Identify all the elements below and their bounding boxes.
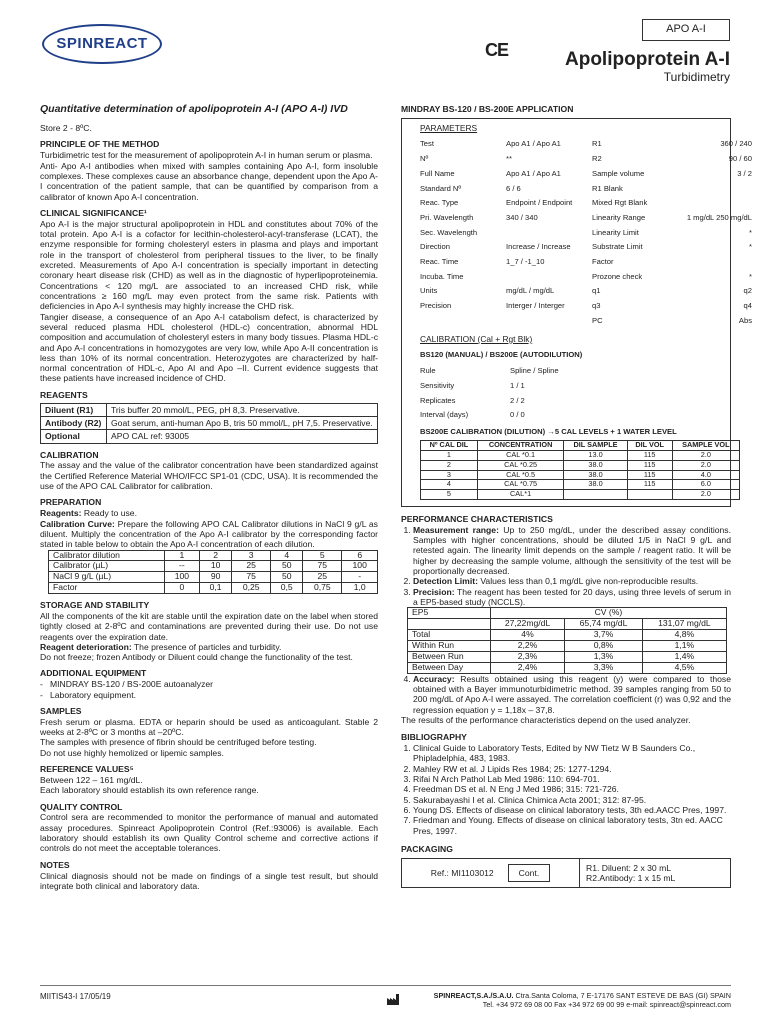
parameter-cell: 340 / 340 (506, 212, 538, 222)
parameter-cell: q2 (743, 286, 752, 296)
precision-table (407, 607, 727, 673)
table-cell: 2,4% (490, 662, 564, 673)
table-header-cell: DIL VOL (627, 441, 672, 451)
parameters-box (401, 118, 752, 507)
list-item: - Laboratory equipment. (40, 690, 378, 700)
parameter-cell: ** (506, 154, 512, 164)
table-cell: 4,8% (642, 630, 726, 641)
principle-text-2: Anti- Apo A-I antibodies when mixed with samples containing Apo A-I, form insoluble complexes. These complexes cause an absorbance change, dependent upon the Apo A-I concentration of the patient sample, that can be quantified by comparison from a calibrator of known Apo A-I concentration. (40, 160, 378, 202)
footer-divider (40, 985, 731, 986)
reagent-name: Diluent (R1) (41, 403, 107, 416)
parameter-cell: 1 mg/dL 250 mg/dL (686, 212, 752, 222)
list-item: 5. Sakurabayashi I et al. Clinica Chimica Acta 2001; 312: 87-95. (413, 795, 731, 805)
table-cell: 6 (342, 550, 378, 561)
deterioration (40, 642, 378, 652)
parameter-cell (420, 316, 502, 325)
packaging-r2: R2.Antibody: 1 x 15 mL (586, 873, 676, 884)
table-cell: 2,3% (490, 651, 564, 662)
table-row (41, 416, 378, 429)
table-cell: CAL *0.1 (477, 451, 564, 461)
table-cell: 4 (271, 550, 303, 561)
storage-note: Store 2 - 8ºC. (40, 123, 92, 134)
parameter-cell (652, 198, 752, 207)
reagent-desc: Goat serum, anti-human Apo B, tris 50 mmol/L, pH 7,5. Preservative. (107, 416, 378, 429)
bibliography-list (401, 743, 731, 836)
table-cell: - (342, 572, 378, 583)
calibration-cell: Sensitivity (420, 380, 455, 390)
ce-mark-icon: CE (485, 40, 509, 60)
perf-label: Accuracy: (413, 673, 455, 684)
parameter-cell: Substrate Limit (592, 242, 643, 252)
table-cell: 1,0 (342, 583, 378, 594)
calibration-text: The assay and the value of the calibrator concentration have been standardized against the Certified Reference Material WHO/IFCC SP1-01 (CDC, USA). It is recommended the use of the APO CAL Calibrator for calibration. (40, 460, 378, 492)
product-abbreviation: APO A-I (642, 19, 730, 41)
list-item (413, 674, 731, 715)
table-row (402, 858, 731, 888)
table-cell: Between Day (408, 662, 491, 673)
list-item: 3. Rifai N Arch Pathol Lab Med 1986: 110: 694-701. (413, 774, 731, 784)
clinical-heading: CLINICAL SIGNIFICANCE¹ (40, 207, 147, 218)
parameter-cell: Linearity Range (592, 212, 646, 222)
parameter-cell: Endpoint / Endpoint (506, 198, 573, 208)
levels-table (420, 440, 740, 500)
preparation-curve (40, 519, 378, 550)
table-row (421, 480, 740, 490)
reagent-name: Optional (41, 430, 107, 443)
table-cell: 115 (627, 470, 672, 480)
table-cell: 1 (421, 451, 478, 461)
parameter-cell: R2 (592, 154, 602, 164)
table-row (408, 640, 727, 651)
packaging-r1: R1. Diluent: 2 x 30 mL (586, 862, 672, 873)
parameter-cell: Apo A1 / Apo A1 (506, 168, 561, 178)
table-header-cell: SAMPLE VOL (672, 441, 739, 451)
performance-list (401, 525, 731, 608)
table-cell: 3,7% (565, 630, 643, 641)
table-cell: 13.0 (564, 451, 627, 461)
parameter-cell: Full Name (420, 168, 455, 178)
table-row (408, 619, 727, 630)
parameter-cell: PC (592, 315, 603, 325)
reagent-name: Antibody (R2) (41, 416, 107, 429)
prep-reagents-text: Ready to use. (81, 508, 137, 519)
performance-note: The results of the performance characteristics depend on the used analyzer. (401, 714, 691, 725)
table-cell: 2 (421, 460, 478, 470)
parameter-cell: Interger / Interger (506, 301, 565, 311)
table-cell: EP5 (408, 608, 491, 619)
manufacturer-icon (386, 992, 400, 1006)
perf-text: Values less than 0,1 mg/dL give non-reproducible results. (477, 576, 699, 587)
parameter-cell: Units (420, 286, 438, 296)
table-cell: 90 (200, 572, 232, 583)
table-cell (408, 619, 491, 630)
table-cell: CAL *0.5 (477, 470, 564, 480)
table-cell: 27,22mg/dL (490, 619, 564, 630)
principle-text-1: Turbidimetric test for the measurement of apolipoprotein A-I in human serum or plasma. (40, 150, 373, 161)
reference-heading: REFERENCE VALUES⁵ (40, 764, 134, 775)
table-cell: 0,5 (271, 583, 303, 594)
prep-reagents-label: Reagents: (40, 508, 82, 519)
parameter-cell (506, 272, 588, 281)
parameter-cell: Factor (592, 257, 614, 267)
product-title: Apolipoprotein A-I (565, 49, 730, 70)
equipment-list (40, 679, 378, 700)
reference-text-2: Each laboratory should establish its own reference range. (40, 785, 259, 796)
parameter-cell: Linearity Limit (592, 227, 639, 237)
table-cell: 0,75 (303, 583, 342, 594)
table-cell: 115 (627, 480, 672, 490)
deterioration-text: The presence of particles and turbidity. (131, 641, 282, 652)
footer-reference: MIITIS43-I 17/05/19 (40, 992, 111, 1001)
list-item (413, 525, 731, 577)
parameters-label: PARAMETERS (420, 123, 478, 134)
company-logo (42, 24, 162, 64)
storage-heading: STORAGE AND STABILITY (40, 600, 150, 610)
table-cell: 3 (232, 550, 271, 561)
table-cell: 0,8% (565, 640, 643, 651)
reagents-table (40, 403, 378, 444)
packaging-heading: PACKAGING (401, 843, 453, 854)
footer-company-line-2: Tel. +34 972 69 08 00 Fax +34 972 69 00 99 e-mail: spinreact@spinreact.com (482, 999, 731, 1009)
table-row (421, 460, 740, 470)
table-cell: 4 (421, 480, 478, 490)
parameter-cell: 1_7 / -1_10 (506, 257, 545, 267)
table-cell: 75 (232, 572, 271, 583)
clinical-text-1: Apo A-I is the major structural apolipoprotein in HDL and constitutes about 70% of the total protein. Apo A-I is a cofactor for lecithin-cholesterol-acyl-transferase (LCAT), the enzyme responsible for forming cholesteryl esters in plasma and plays and important role in the transport of cholesterol from peripheral tissues to the liver, to be finally excreted. Measurements of Apo A-I concentration is specially important in detecting coronary heart disease risk (CHD) as well as in the diagnostic of hyperlipoproteinemia. Concentrations < 120 mg/L are associated to an increased CHD risk, while concentrations ≥ 160 mg/L may even protect from the same risk. Patients with deficiencies in Apo A-I synthesis may highly increase the CHD risk. (40, 218, 378, 312)
calibration-cell: 1 / 1 (510, 380, 525, 390)
calibration-cell: Replicates (420, 395, 456, 405)
parameter-cell: mg/dL / mg/dL (506, 286, 555, 296)
perf-text: Up to 250 mg/dL, under the described assay conditions. Samples with higher concentrations, should be diluted 1/5 in NaCl 9 g/L and retested again. The linearity limit depends on the sample / reagent ratio. It will be higher by decreasing the sample volume, although the sensitivity of the test will be proportionally decreased. (413, 524, 731, 577)
parameter-cell: * (749, 227, 752, 237)
table-cell: 4.0 (672, 470, 739, 480)
table-cell: 75 (303, 561, 342, 572)
packaging-table (401, 858, 731, 889)
table-cell: 1,3% (565, 651, 643, 662)
calibration-cell: 0 / 0 (510, 410, 525, 420)
table-row (41, 403, 378, 416)
table-cell: 100 (342, 561, 378, 572)
parameter-cell: Precision (420, 301, 452, 311)
parameter-cell: Standard Nº (420, 183, 462, 193)
parameter-cell: R1 (592, 139, 602, 149)
bibliography-heading: BIBLIOGRAPHY (401, 732, 467, 743)
parameter-cell: Prozone check (592, 271, 643, 281)
table-cell: 1 (164, 550, 200, 561)
table-cell: 65,74 mg/dL (565, 619, 643, 630)
list-item: - MINDRAY BS-120 / BS-200E autoanalyzer (40, 679, 378, 689)
table-header-cell: Nº CAL DIL (421, 441, 478, 451)
parameter-cell: Direction (420, 242, 450, 252)
table-cell: 50 (271, 561, 303, 572)
preparation-reagents (40, 508, 378, 518)
performance-heading: PERFORMANCE CHARACTERISTICS (401, 513, 553, 524)
table-row (49, 572, 378, 583)
table-cell: 0,1 (200, 583, 232, 594)
table-cell: 50 (271, 572, 303, 583)
parameter-cell: Reac. Type (420, 198, 459, 208)
table-cell: CAL *0.25 (477, 460, 564, 470)
reagents-heading: REAGENTS (40, 389, 88, 400)
table-cell: CAL*1 (477, 490, 564, 500)
table-row (408, 630, 727, 641)
qc-heading: QUALITY CONTROL (40, 801, 123, 812)
parameter-cell: * (749, 271, 752, 281)
parameter-cell: q3 (592, 301, 601, 311)
packaging-ref-text: Ref.: MI1103012 (430, 867, 494, 878)
table-cell: 100 (164, 572, 200, 583)
parameter-cell (506, 316, 588, 325)
parameter-cell: Increase / Increase (506, 242, 571, 252)
packaging-contents (580, 858, 731, 888)
table-cell: 4,5% (642, 662, 726, 673)
table-cell: Factor (49, 583, 165, 594)
preparation-heading: PREPARATION (40, 497, 102, 508)
table-cell: 4% (490, 630, 564, 641)
parameter-cell: Pri. Wavelength (420, 212, 474, 222)
table-cell: 5 (421, 490, 478, 500)
table-cell: 3 (421, 470, 478, 480)
list-item (413, 576, 731, 586)
table-row (421, 451, 740, 461)
list-item: 7. Friedman and Young. Effects of disease on clinical laboratory tests, 3tn ed. AACC Pres, 1997. (413, 815, 731, 836)
calibration-grid (420, 366, 724, 419)
parameters-grid (420, 139, 752, 325)
table-row (49, 583, 378, 594)
dilution-table (48, 550, 378, 595)
table-cell: 2.0 (672, 451, 739, 461)
list-item: 1. Clinical Guide to Laboratory Tests, Edited by NW Tietz W B Saunders Co., Phipladelphia, 483, 1983. (413, 743, 731, 764)
table-cell (627, 490, 672, 500)
performance-list-2 (401, 674, 731, 715)
table-cell: 25 (232, 561, 271, 572)
table-cell: CAL *0.75 (477, 480, 564, 490)
parameter-cell: Abs (738, 315, 752, 325)
footer-company-name: SPINREACT,S.A./S.A.U. (433, 991, 514, 1000)
table-cell: 25 (303, 572, 342, 583)
table-row (408, 662, 727, 673)
application-heading: MINDRAY BS-120 / BS-200E APPLICATION (401, 104, 574, 114)
footer-company-address: Ctra.Santa Coloma, 7 E-17176 SANT ESTEVE DE BAS (GI) SPAIN (513, 991, 731, 1000)
table-header-cell: DIL SAMPLE (564, 441, 627, 451)
calibration-cell: Spline / Spline (510, 366, 559, 376)
equipment-heading: ADDITIONAL EQUIPMENT (40, 668, 147, 679)
table-cell: 0,25 (232, 583, 271, 594)
perf-text: Results obtained using this reagent (y) were compared to those obtained with a Bayer immunoturbidimetric method. 39 samples ranging from 50 to 200 mg/dL of Apo A-I were assayed. The correlation coefficient (r) was 0,92 and the regression equation y = 1,18x – 37,8. (413, 673, 731, 715)
samples-text-2: The samples with presence of fibrin should be centrifuged before testing. (40, 737, 317, 748)
table-cell: 2.0 (672, 460, 739, 470)
samples-heading: SAMPLES (40, 705, 82, 716)
table-cell: 3,3% (565, 662, 643, 673)
table-cell: 2 (200, 550, 232, 561)
table-cell: 38.0 (564, 480, 627, 490)
clinical-text-2: Tangier disease, a consequence of an Apo A-I catabolism defect, is characterized by several reduced plasma HDL cholesterol (HDL-c) concentration, abnormal HDL composition and accumulation of cholesteryl esters in many body tissues. Plasma HDL-c and Apo A-I concentrations in homozygotes are very low, while Apo A-II concentration is less than 10% of its normal concentration. Heterozygotes are characterized by half-normal concentration of HDL-c, Apo AI and Apo –II. Current evidence suggests that these patients have increased incidence of CHD. (40, 311, 378, 384)
table-cell: 2.0 (672, 490, 739, 500)
footer-company (405, 992, 731, 1009)
parameter-cell: q4 (743, 301, 752, 311)
principle-heading: PRINCIPLE OF THE METHOD (40, 139, 160, 150)
calibration-subheading: BS120 (MANUAL) / BS200E (AUTODILUTION) (420, 350, 583, 360)
table-cell: Within Run (408, 640, 491, 651)
samples-text-3: Do not use highly hemolized or lipemic samples. (40, 747, 224, 758)
parameter-cell: q1 (592, 286, 601, 296)
table-cell: 2,2% (490, 640, 564, 651)
table-row (408, 651, 727, 662)
packaging-cont: Cont. (508, 864, 551, 882)
logo-text: SPINREACT (56, 35, 148, 52)
storage-text: All the components of the kit are stable until the expiration date on the label when stored tightly closed at 2-8ºC and contaminations are prevented during their use. Do not use reagents over the expiration date. (40, 610, 378, 642)
table-cell: 38.0 (564, 460, 627, 470)
parameter-cell: Test (420, 139, 434, 149)
perf-label: Detection Limit: (413, 576, 478, 587)
parameter-cell: Reac. Time (420, 257, 459, 267)
table-row (49, 561, 378, 572)
parameter-cell: Sec. Wavelength (420, 227, 478, 237)
table-row (421, 470, 740, 480)
parameter-cell: * (749, 242, 752, 252)
intro-title: Quantitative determination of apolipoprotein A-I (APO A-I) IVD (40, 103, 348, 115)
deterioration-text-2: Do not freeze; frozen Antibody or Diluent could change the functionality of the test. (40, 652, 353, 663)
parameter-cell (652, 184, 752, 193)
table-cell: 131,07 mg/dL (642, 619, 726, 630)
samples-text-1: Fresh serum or plasma. EDTA or heparin should be used as anticoagulant. Stable 2 weeks at 2-8ºC or 3 months at –20ºC. (40, 716, 378, 738)
perf-text: The reagent has been tested for 20 days, using three levels of serum in a EP5-based study (NCCLS). (413, 586, 731, 608)
parameter-cell: 90 / 60 (728, 154, 752, 164)
parameter-cell (506, 228, 588, 237)
calibration-cell: Interval (days) (420, 410, 469, 420)
notes-text: Clinical diagnosis should not be made on findings of a single test result, but should integrate both clinical and laboratory data. (40, 870, 378, 891)
table-row (421, 490, 740, 500)
calibration-cell: 2 / 2 (510, 395, 525, 405)
table-cell: 1,1% (642, 640, 726, 651)
notes-heading: NOTES (40, 859, 70, 870)
left-column (40, 103, 378, 891)
qc-text: Control sera are recommended to monitor the performance of manual and automated assay procedures. Spinreact Apolipoprotein Control (Ref.:93006) is available. Each laboratory should establish its own Quality Control scheme and corrective actions if controls do not meet the acceptable tolerances. (40, 812, 378, 854)
reference-text-1: Between 122 – 161 mg/dL. (40, 774, 143, 785)
table-cell: Calibrator (µL) (49, 561, 165, 572)
list-item: 2. Mahley RW et al. J Lipids Res 1984; 25: 1277-1294. (413, 764, 731, 774)
table-row (49, 550, 378, 561)
parameter-cell: Sample volume (592, 168, 645, 178)
table-header-cell: CONCENTRATION (477, 441, 564, 451)
table-cell: Between Run (408, 651, 491, 662)
calibration-heading: CALIBRATION (40, 449, 99, 460)
table-cell: 115 (627, 451, 672, 461)
table-cell: 6.0 (672, 480, 739, 490)
parameter-cell: Incuba. Time (420, 271, 464, 281)
list-item (413, 587, 731, 608)
reagent-desc: APO CAL ref: 93005 (107, 430, 378, 443)
table-cell: -- (164, 561, 200, 572)
table-cell: Total (408, 630, 491, 641)
table-cell: 5 (303, 550, 342, 561)
parameter-cell (652, 257, 752, 266)
table-cell: 0 (164, 583, 200, 594)
table-cell: NaCl 9 g/L (µL) (49, 572, 165, 583)
parameter-cell: 3 / 2 (737, 168, 752, 178)
perf-label: Measurement range: (413, 524, 499, 535)
table-cell: CV (%) (490, 608, 726, 619)
table-row (421, 441, 740, 451)
parameter-cell: Nº (420, 154, 429, 164)
deterioration-label: Reagent deterioration: (40, 641, 132, 652)
levels-heading: BS200E CALIBRATION (DILUTION) →5 CAL LEVELS + 1 WATER LEVEL (420, 427, 677, 437)
reagent-desc: Tris buffer 20 mmol/L, PEG, pH 8,3. Preservative. (107, 403, 378, 416)
product-subtitle: Turbidimetry (663, 70, 730, 84)
table-cell: 10 (200, 561, 232, 572)
calibration-label: CALIBRATION (Cal + Rgt Blk) (420, 333, 533, 344)
table-cell: 1,4% (642, 651, 726, 662)
prep-curve-label: Calibration Curve: (40, 518, 115, 529)
list-item: 6. Young DS. Effects of disease on clinical laboratory tests, 3th ed.AACC Pres, 1997. (413, 805, 731, 815)
table-cell: 115 (627, 460, 672, 470)
right-column (401, 104, 752, 888)
packaging-ref (402, 858, 580, 888)
prep-curve-text: Prepare the following APO CAL Calibrator dilutions in NaCl 9 g/L as diluent. Multiply the concentration of the Apo A-I calibrator by the corresponding factor stated in table below to obtain the Apo A-I concentration of each dilution. (40, 518, 378, 550)
perf-label: Precision: (413, 586, 455, 597)
parameter-cell: Mixed Rgt Blank (592, 198, 648, 208)
table-cell: Calibrator dilution (49, 550, 165, 561)
table-cell (564, 490, 627, 500)
parameter-cell: Apo A1 / Apo A1 (506, 139, 561, 149)
parameter-cell: 6 / 6 (506, 183, 521, 193)
list-item: 4. Freedman DS et al. N Eng J Med 1986; 315: 721-726. (413, 784, 731, 794)
table-cell: 38.0 (564, 470, 627, 480)
parameter-cell: 360 / 240 (720, 139, 752, 149)
table-row (408, 608, 727, 619)
parameter-cell: R1 Blank (592, 183, 623, 193)
table-row (41, 430, 378, 443)
calibration-cell: Rule (420, 366, 436, 376)
